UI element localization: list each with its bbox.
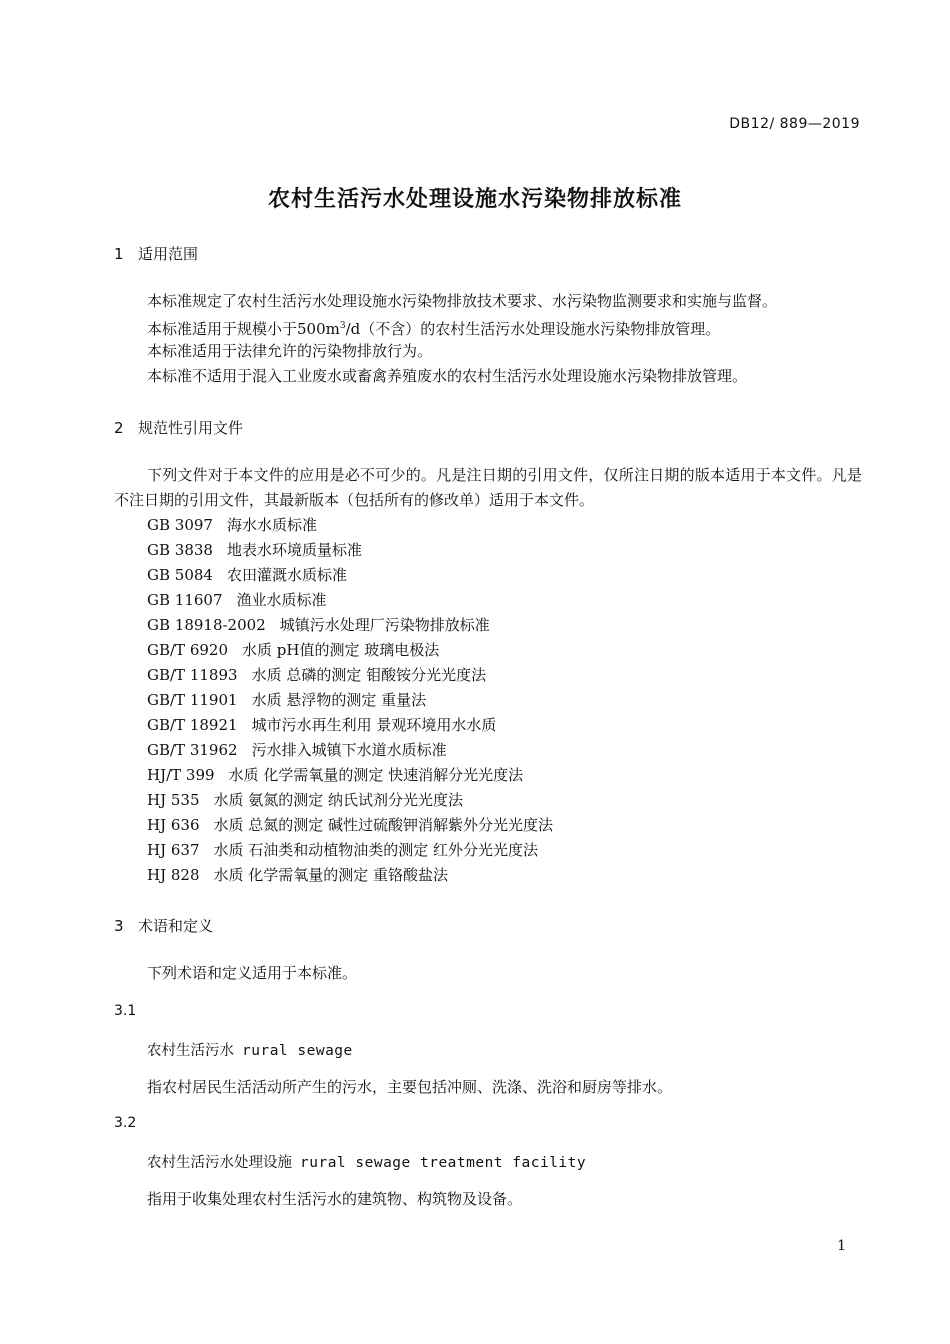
term-en: rural sewage bbox=[242, 1043, 353, 1059]
reference-code: HJ 637 bbox=[147, 841, 200, 859]
section-2-heading bbox=[114, 417, 243, 438]
term-number: 3.1 bbox=[114, 1003, 137, 1019]
page-number: 1 bbox=[837, 1238, 846, 1254]
reference-title: 水质 化学需氧量的测定 快速消解分光光度法 bbox=[228, 766, 524, 784]
reference-title: 水质 总磷的测定 钼酸铵分光光度法 bbox=[251, 666, 487, 684]
reference-title: 水质 总氮的测定 碱性过硫酸钾消解紫外分光光度法 bbox=[213, 816, 554, 834]
list-item bbox=[147, 813, 553, 838]
reference-title: 水质 氨氮的测定 纳氏试剂分光光度法 bbox=[213, 791, 464, 809]
list-item bbox=[147, 863, 553, 888]
reference-code: HJ/T 399 bbox=[147, 766, 215, 784]
reference-code: GB 5084 bbox=[147, 566, 213, 584]
term-heading bbox=[147, 1151, 586, 1172]
section-number: 2 bbox=[114, 419, 124, 437]
reference-code: GB/T 18921 bbox=[147, 716, 238, 734]
reference-title: 城镇污水处理厂污染物排放标准 bbox=[279, 616, 490, 634]
reference-code: HJ 828 bbox=[147, 866, 200, 884]
reference-title: 水质 石油类和动植物油类的测定 红外分光光度法 bbox=[213, 841, 539, 859]
reference-title: 渔业水质标准 bbox=[236, 591, 327, 609]
reference-code: GB/T 6920 bbox=[147, 641, 229, 659]
list-item bbox=[147, 663, 553, 688]
paragraph: 下列文件对于本文件的应用是必不可少的。凡是注日期的引用文件，仅所注日期的版本适用于本文件。凡是不注日期的引用文件，其最新版本（包括所有的修改单）适用于本文件。 bbox=[114, 466, 862, 509]
reference-title: 城市污水再生利用 景观环境用水水质 bbox=[251, 716, 497, 734]
list-item bbox=[147, 538, 553, 563]
reference-code: HJ 636 bbox=[147, 816, 200, 834]
reference-title: 水质 pH值的测定 玻璃电极法 bbox=[242, 641, 440, 659]
reference-title: 农田灌溉水质标准 bbox=[226, 566, 347, 584]
paragraph: 本标准适用于规模小于$500m^3/d$（不含）的农村生活污水处理设施水污染物排放管理。 bbox=[147, 320, 721, 338]
reference-code: GB/T 31962 bbox=[147, 741, 238, 759]
reference-title: 水质 化学需氧量的测定 重铬酸盐法 bbox=[213, 866, 449, 884]
section-number: 3 bbox=[114, 917, 124, 935]
paragraph: 本标准适用于法律允许的污染物排放行为。 bbox=[147, 342, 433, 360]
list-item bbox=[147, 763, 553, 788]
section-title: 适用范围 bbox=[138, 245, 199, 263]
paragraph: 本标准规定了农村生活污水处理设施水污染物排放技术要求、水污染物监测要求和实施与监督。 bbox=[147, 292, 778, 310]
paragraph: 本标准不适用于混入工业废水或畜禽养殖废水的农村生活污水处理设施水污染物排放管理。 bbox=[147, 367, 748, 385]
reference-title: 水质 悬浮物的测定 重量法 bbox=[251, 691, 427, 709]
list-item bbox=[147, 738, 553, 763]
term-en: rural sewage treatment facility bbox=[300, 1155, 587, 1171]
reference-code: HJ 535 bbox=[147, 791, 200, 809]
reference-list bbox=[147, 513, 553, 888]
list-item bbox=[147, 838, 553, 863]
list-item bbox=[147, 613, 553, 638]
term-number: 3.2 bbox=[114, 1115, 137, 1131]
list-item bbox=[147, 688, 553, 713]
list-item bbox=[147, 513, 553, 538]
reference-code: GB 18918-2002 bbox=[147, 616, 266, 634]
paragraph: 下列术语和定义适用于本标准。 bbox=[147, 964, 358, 982]
reference-title: 海水水质标准 bbox=[226, 516, 317, 534]
section-1-heading bbox=[114, 243, 198, 264]
section-title: 规范性引用文件 bbox=[138, 419, 244, 437]
reference-code: GB 3097 bbox=[147, 516, 213, 534]
list-item bbox=[147, 788, 553, 813]
list-item bbox=[147, 638, 553, 663]
section-3-heading bbox=[114, 915, 213, 936]
reference-code: GB/T 11893 bbox=[147, 666, 238, 684]
reference-code: GB 11607 bbox=[147, 591, 223, 609]
term-heading bbox=[147, 1039, 353, 1060]
term-zh: 农村生活污水 bbox=[147, 1043, 234, 1059]
list-item bbox=[147, 588, 553, 613]
reference-code: GB/T 11901 bbox=[147, 691, 238, 709]
term-definition: 指用于收集处理农村生活污水的建筑物、构筑物及设备。 bbox=[147, 1190, 523, 1208]
list-item bbox=[147, 563, 553, 588]
page-title: 农村生活污水处理设施水污染物排放标准 bbox=[267, 187, 682, 212]
term-definition: 指农村居民生活活动所产生的污水，主要包括冲厕、洗涤、洗浴和厨房等排水。 bbox=[147, 1078, 673, 1096]
section-number: 1 bbox=[114, 245, 124, 263]
section-title: 术语和定义 bbox=[138, 917, 214, 935]
reference-code: GB 3838 bbox=[147, 541, 213, 559]
document-number: DB12/ 889—2019 bbox=[729, 116, 860, 132]
reference-title: 地表水环境质量标准 bbox=[226, 541, 362, 559]
term-zh: 农村生活污水处理设施 bbox=[147, 1155, 292, 1171]
reference-title: 污水排入城镇下水道水质标准 bbox=[251, 741, 447, 759]
list-item bbox=[147, 713, 553, 738]
